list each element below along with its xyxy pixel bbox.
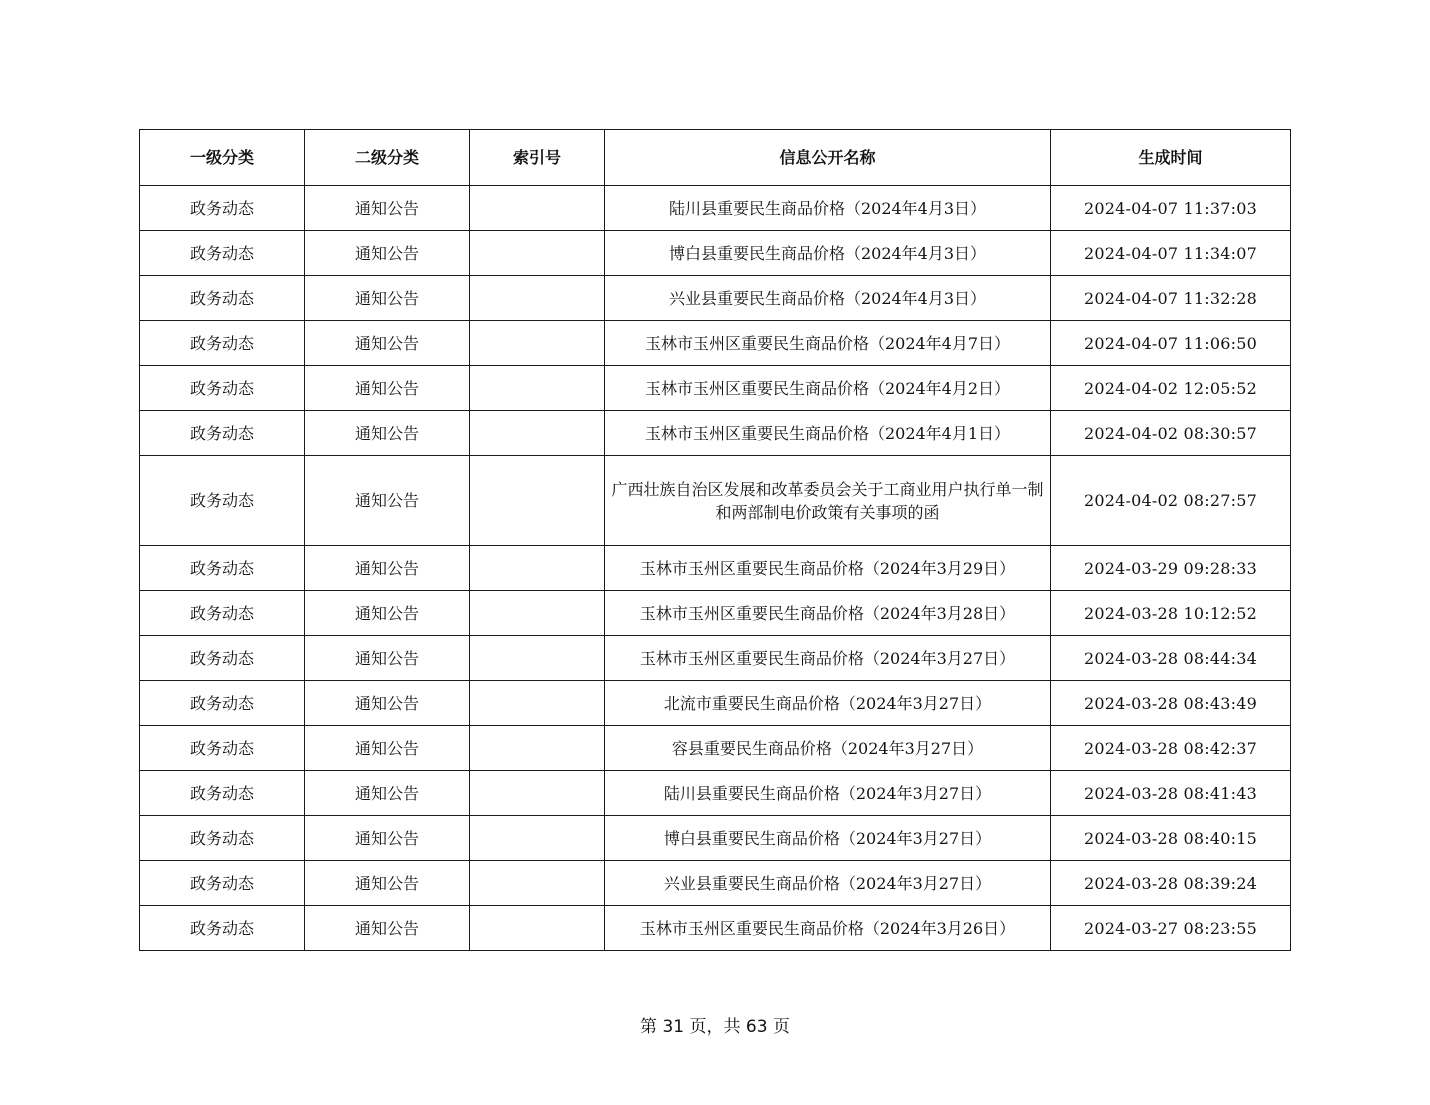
cell-index-number [470, 591, 605, 636]
cell-info-title: 博白县重要民生商品价格（2024年4月3日） [605, 231, 1051, 276]
cell-primary-category: 政务动态 [140, 816, 305, 861]
cell-index-number [470, 231, 605, 276]
table-row [140, 726, 1291, 771]
footer-suffix: 页 [772, 1017, 790, 1037]
cell-index-number [470, 456, 605, 546]
table-row [140, 321, 1291, 366]
table-row [140, 636, 1291, 681]
table-row [140, 456, 1291, 546]
cell-generated-time: 2024-03-28 08:39:24 [1051, 861, 1291, 906]
cell-info-title: 兴业县重要民生商品价格（2024年3月27日） [605, 861, 1051, 906]
cell-generated-time: 2024-03-28 08:40:15 [1051, 816, 1291, 861]
cell-info-title: 陆川县重要民生商品价格（2024年4月3日） [605, 186, 1051, 231]
cell-primary-category: 政务动态 [140, 321, 305, 366]
total-page-count: 63 [745, 1017, 768, 1037]
header-generated-time: 生成时间 [1051, 130, 1291, 186]
cell-index-number [470, 546, 605, 591]
header-info-title: 信息公开名称 [605, 130, 1051, 186]
cell-generated-time: 2024-04-02 08:27:57 [1051, 456, 1291, 546]
cell-index-number [470, 411, 605, 456]
cell-generated-time: 2024-03-28 08:42:37 [1051, 726, 1291, 771]
cell-generated-time: 2024-03-28 08:43:49 [1051, 681, 1291, 726]
cell-generated-time: 2024-04-07 11:06:50 [1051, 321, 1291, 366]
cell-info-title: 玉林市玉州区重要民生商品价格（2024年3月27日） [605, 636, 1051, 681]
cell-generated-time: 2024-03-28 08:44:34 [1051, 636, 1291, 681]
cell-primary-category: 政务动态 [140, 546, 305, 591]
table-row [140, 906, 1291, 951]
cell-primary-category: 政务动态 [140, 276, 305, 321]
cell-info-title: 玉林市玉州区重要民生商品价格（2024年3月29日） [605, 546, 1051, 591]
cell-primary-category: 政务动态 [140, 906, 305, 951]
cell-index-number [470, 276, 605, 321]
cell-secondary-category: 通知公告 [305, 411, 470, 456]
cell-index-number [470, 636, 605, 681]
cell-primary-category: 政务动态 [140, 231, 305, 276]
table-row [140, 681, 1291, 726]
cell-primary-category: 政务动态 [140, 681, 305, 726]
cell-index-number [470, 906, 605, 951]
cell-primary-category: 政务动态 [140, 861, 305, 906]
header-secondary-category: 二级分类 [305, 130, 470, 186]
table-row [140, 186, 1291, 231]
cell-index-number [470, 681, 605, 726]
cell-generated-time: 2024-03-28 10:12:52 [1051, 591, 1291, 636]
info-disclosure-table [139, 129, 1291, 951]
cell-secondary-category: 通知公告 [305, 591, 470, 636]
table-row [140, 771, 1291, 816]
cell-generated-time: 2024-03-29 09:28:33 [1051, 546, 1291, 591]
table-row [140, 276, 1291, 321]
cell-info-title: 博白县重要民生商品价格（2024年3月27日） [605, 816, 1051, 861]
cell-index-number [470, 771, 605, 816]
table-row [140, 231, 1291, 276]
cell-generated-time: 2024-04-02 12:05:52 [1051, 366, 1291, 411]
cell-info-title: 北流市重要民生商品价格（2024年3月27日） [605, 681, 1051, 726]
cell-info-title: 玉林市玉州区重要民生商品价格（2024年3月28日） [605, 591, 1051, 636]
cell-primary-category: 政务动态 [140, 366, 305, 411]
cell-secondary-category: 通知公告 [305, 456, 470, 546]
footer-middle: 页，共 [689, 1017, 741, 1037]
cell-info-title: 玉林市玉州区重要民生商品价格（2024年3月26日） [605, 906, 1051, 951]
footer-prefix: 第 [640, 1017, 658, 1037]
cell-index-number [470, 366, 605, 411]
cell-secondary-category: 通知公告 [305, 816, 470, 861]
table-body [140, 186, 1291, 951]
cell-secondary-category: 通知公告 [305, 366, 470, 411]
table-row [140, 816, 1291, 861]
cell-generated-time: 2024-04-02 08:30:57 [1051, 411, 1291, 456]
cell-info-title: 陆川县重要民生商品价格（2024年3月27日） [605, 771, 1051, 816]
table-row [140, 366, 1291, 411]
cell-primary-category: 政务动态 [140, 726, 305, 771]
cell-primary-category: 政务动态 [140, 186, 305, 231]
current-page-number: 31 [662, 1017, 685, 1037]
cell-index-number [470, 726, 605, 771]
cell-generated-time: 2024-04-07 11:34:07 [1051, 231, 1291, 276]
cell-index-number [470, 321, 605, 366]
cell-secondary-category: 通知公告 [305, 321, 470, 366]
table-row [140, 591, 1291, 636]
cell-index-number [470, 861, 605, 906]
table-header-row [140, 130, 1291, 186]
cell-index-number [470, 816, 605, 861]
table-row [140, 546, 1291, 591]
cell-generated-time: 2024-04-07 11:32:28 [1051, 276, 1291, 321]
cell-secondary-category: 通知公告 [305, 681, 470, 726]
cell-generated-time: 2024-03-28 08:41:43 [1051, 771, 1291, 816]
cell-info-title: 广西壮族自治区发展和改革委员会关于工商业用户执行单一制和两部制电价政策有关事项的函 [605, 456, 1051, 546]
cell-generated-time: 2024-03-27 08:23:55 [1051, 906, 1291, 951]
cell-generated-time: 2024-04-07 11:37:03 [1051, 186, 1291, 231]
cell-info-title: 玉林市玉州区重要民生商品价格（2024年4月1日） [605, 411, 1051, 456]
page-footer [0, 1015, 1430, 1039]
cell-primary-category: 政务动态 [140, 591, 305, 636]
cell-secondary-category: 通知公告 [305, 636, 470, 681]
cell-secondary-category: 通知公告 [305, 771, 470, 816]
cell-secondary-category: 通知公告 [305, 546, 470, 591]
header-index-number: 索引号 [470, 130, 605, 186]
cell-info-title: 容县重要民生商品价格（2024年3月27日） [605, 726, 1051, 771]
cell-secondary-category: 通知公告 [305, 861, 470, 906]
cell-primary-category: 政务动态 [140, 636, 305, 681]
cell-primary-category: 政务动态 [140, 771, 305, 816]
header-primary-category: 一级分类 [140, 130, 305, 186]
cell-info-title: 兴业县重要民生商品价格（2024年4月3日） [605, 276, 1051, 321]
cell-info-title: 玉林市玉州区重要民生商品价格（2024年4月2日） [605, 366, 1051, 411]
cell-secondary-category: 通知公告 [305, 906, 470, 951]
cell-index-number [470, 186, 605, 231]
cell-primary-category: 政务动态 [140, 456, 305, 546]
cell-secondary-category: 通知公告 [305, 186, 470, 231]
cell-info-title: 玉林市玉州区重要民生商品价格（2024年4月7日） [605, 321, 1051, 366]
cell-secondary-category: 通知公告 [305, 276, 470, 321]
cell-primary-category: 政务动态 [140, 411, 305, 456]
table-row [140, 861, 1291, 906]
cell-secondary-category: 通知公告 [305, 726, 470, 771]
table-row [140, 411, 1291, 456]
cell-secondary-category: 通知公告 [305, 231, 470, 276]
